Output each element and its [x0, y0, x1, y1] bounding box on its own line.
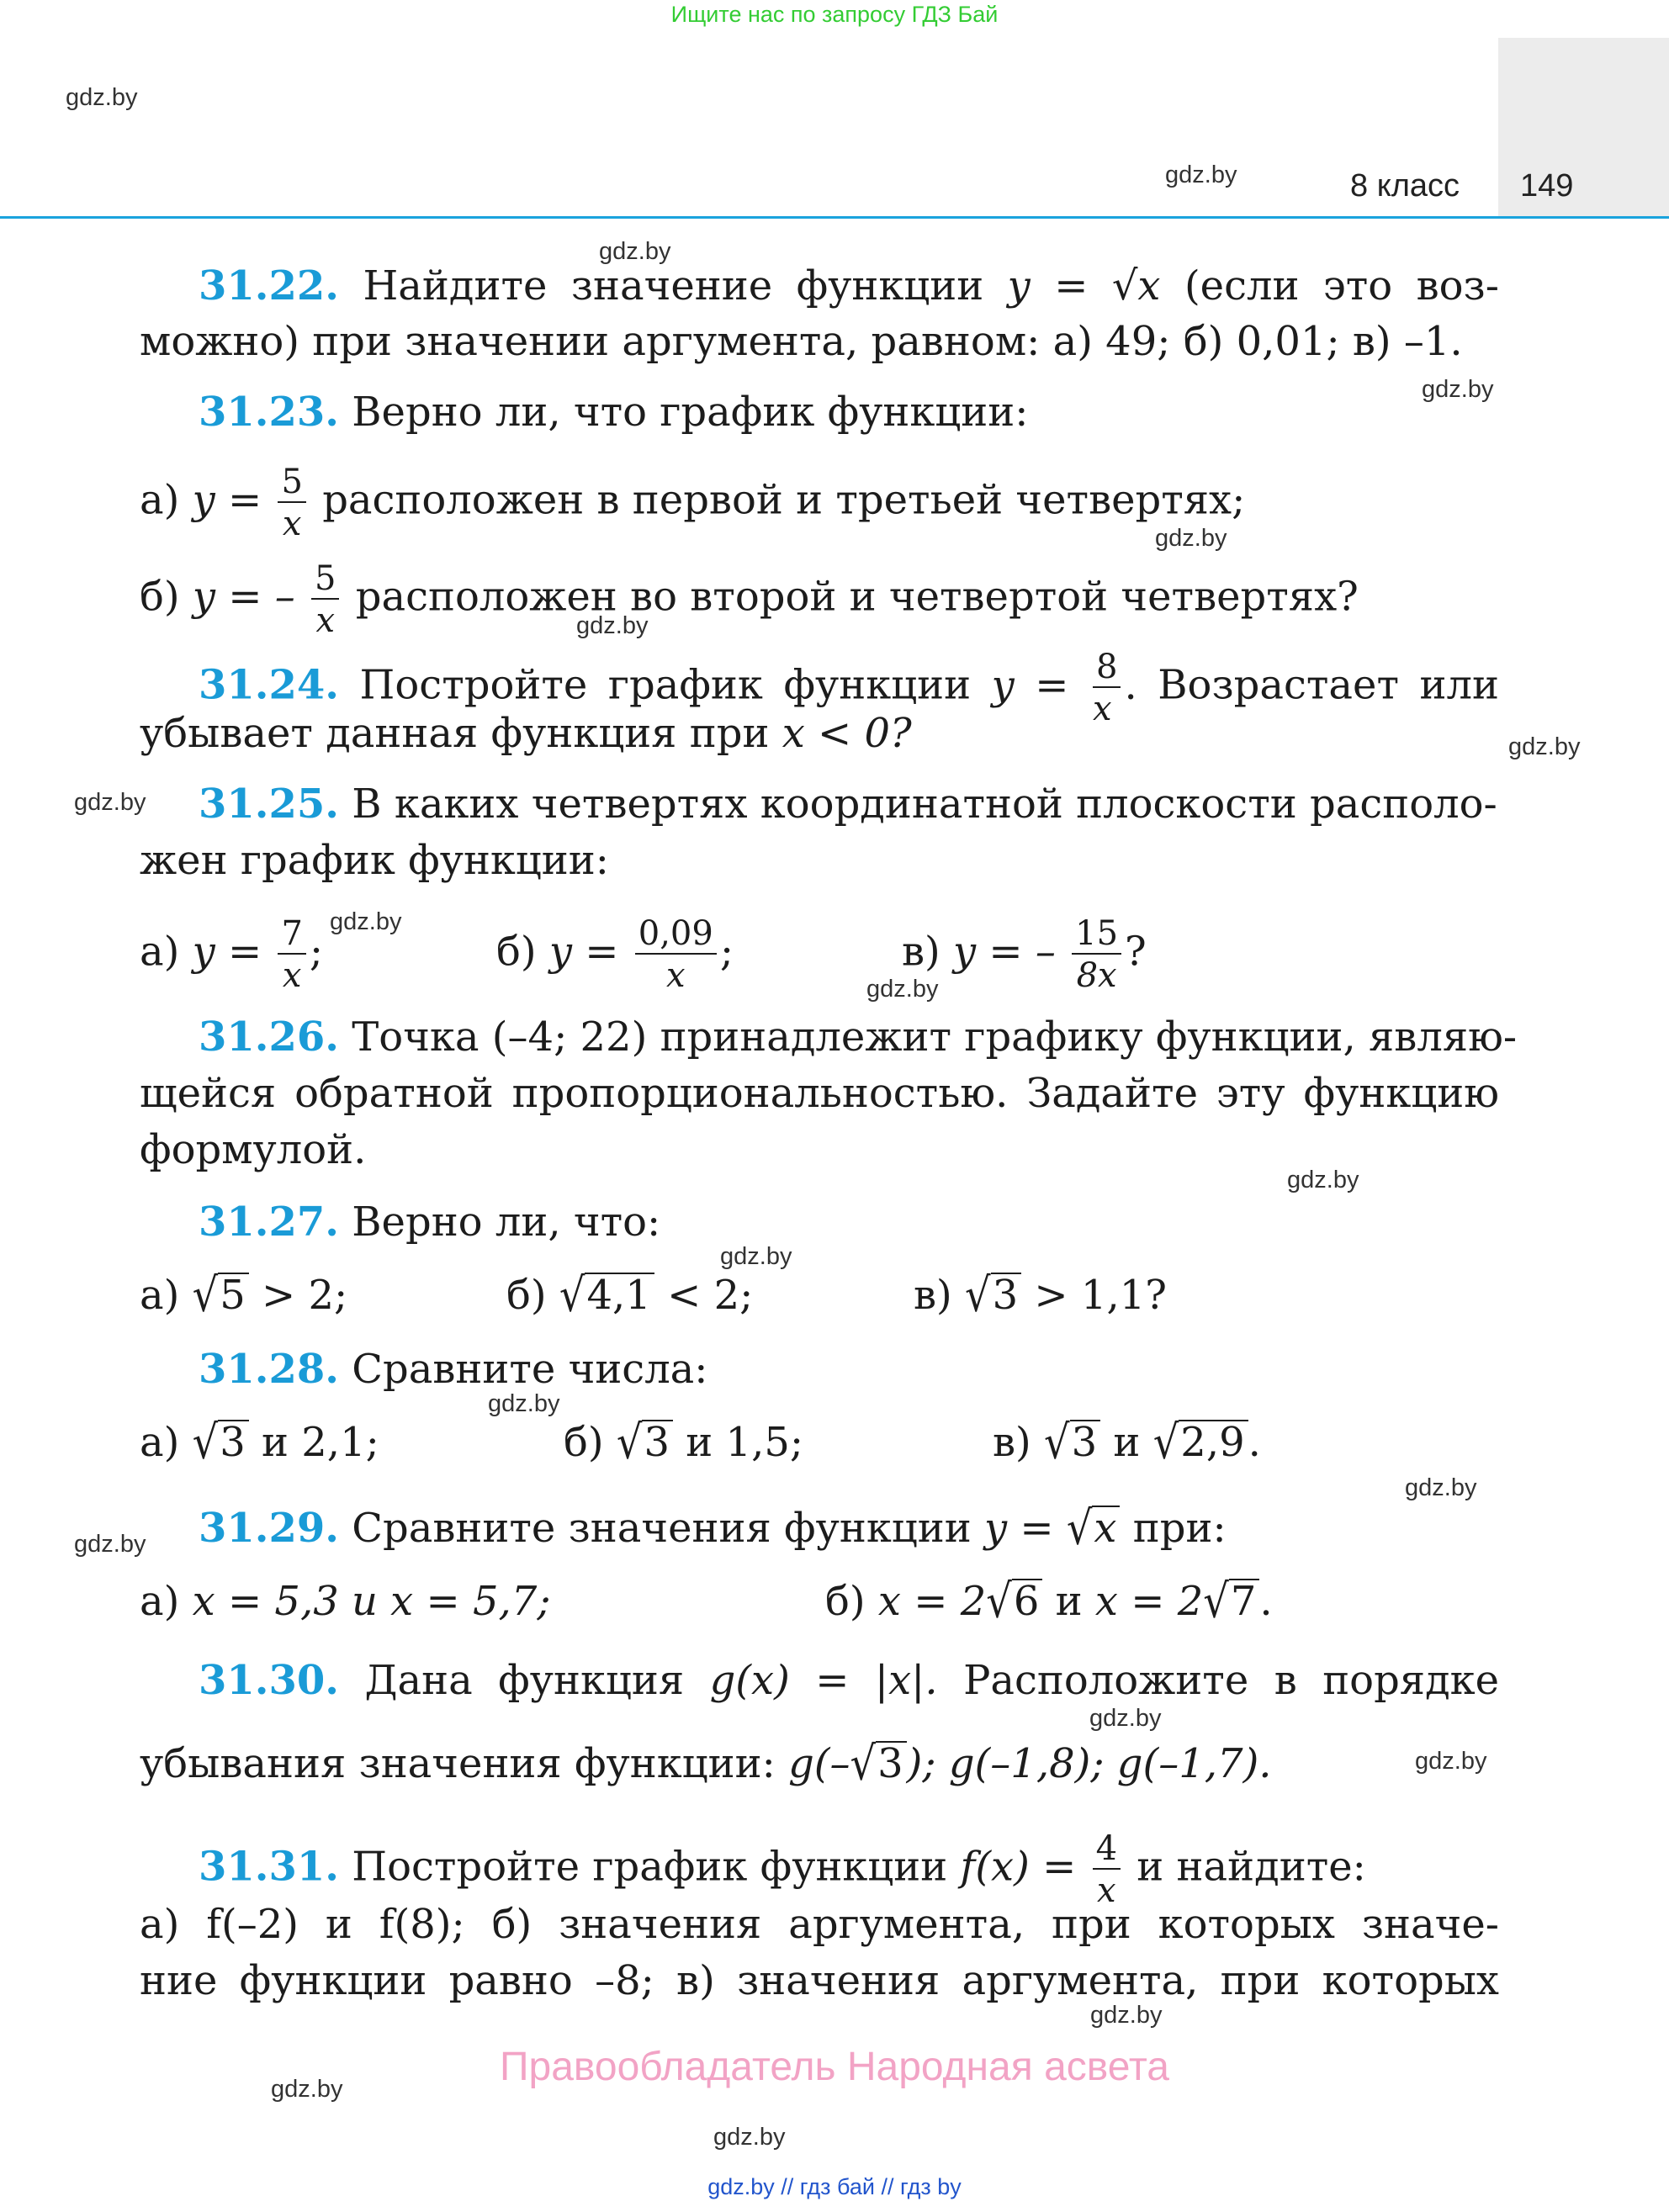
problem-31-23-b: б) y = – $\frac{5}{x}$ расположен во второй и четвертой четвертях? [140, 559, 1359, 640]
problem-number: 31.25. [199, 781, 340, 828]
watermark: gdz.by [74, 1531, 146, 1558]
option-b: б) √3 и 1,5; [564, 1415, 804, 1470]
option-c: в) y = – $\frac{15}{8x}$ ? [902, 914, 1147, 995]
problem-31-25-line-1: 31.25. В каких четвертях координатной плоскости располо- [199, 781, 1497, 828]
watermark: gdz.by [1405, 1474, 1477, 1501]
option-a: а) x = 5,3 и x = 5,7; [140, 1578, 551, 1625]
watermark: gdz.by [1089, 1705, 1162, 1732]
option-c: в) √3 > 1,1? [914, 1267, 1167, 1323]
formula: g(x) = |x|. [709, 1657, 938, 1704]
problem-31-23-a: а) y = $\frac{5}{x}$ расположен в первой и третьей четвертях; [140, 463, 1246, 543]
problem-31-26-line-1: 31.26. Точка (–4; 22) принадлежит графику функции, являю- [199, 1013, 1518, 1061]
problem-number: 31.26. [199, 1013, 340, 1061]
watermark: gdz.by [866, 976, 939, 1003]
option-c: в) √3 и √2,9. [993, 1415, 1261, 1470]
watermark: gdz.by [713, 2124, 786, 2151]
problem-number: 31.24. [199, 661, 340, 709]
watermark: gdz.by [1415, 1748, 1487, 1775]
fraction: $\frac{8}{x}$ [1093, 650, 1121, 726]
problem-31-31-line-1: 31.31. Постройте график функции f(x) = $\frac{4}{x}$ и найдите: [199, 1829, 1366, 1910]
fraction: $\frac{5}{x}$ [278, 465, 305, 541]
problem-31-27-header: 31.27. Верно ли, что: [199, 1199, 661, 1246]
problem-31-30-line-1: 31.30. Дана функция g(x) = |x|. Расположите в порядке [199, 1657, 1500, 1704]
fraction: $\frac{15}{8x}$ [1072, 917, 1121, 992]
problem-31-24-line-1: 31.24. Постройте график функции y = $\frac{8}{x}$ . Возрастает или [199, 648, 1500, 728]
watermark: gdz.by [74, 789, 146, 816]
fraction: $\frac{0,09}{x}$ [635, 917, 717, 992]
grade-label: 8 класс [1350, 168, 1460, 204]
problem-31-23-header: 31.23. Верно ли, что график функции: [199, 389, 1029, 436]
option-a: а) y = $\frac{7}{x}$ ; [140, 914, 324, 995]
problem-number: 31.29. [199, 1505, 340, 1552]
watermark: gdz.by [1090, 2002, 1163, 2029]
problem-number: 31.23. [199, 389, 340, 436]
watermark: gdz.by [1422, 376, 1494, 403]
problem-31-31-line-2: а) f(–2) и f(8); б) значения аргумента, при которых значе- [140, 1901, 1499, 1948]
page-number: 149 [1520, 168, 1574, 204]
fraction: $\frac{5}{x}$ [311, 562, 339, 638]
problem-31-31-line-3: ние функции равно –8; в) значения аргумента, при которых [140, 1957, 1499, 2004]
watermark: gdz.by [330, 908, 402, 935]
option-b: б) y = $\frac{0,09}{x}$ ; [496, 914, 734, 995]
formula: y = √x [1007, 262, 1161, 310]
watermark: gdz.by [599, 238, 671, 265]
problem-31-28-header: 31.28. Сравните числа: [199, 1346, 708, 1393]
problem-31-29-header: 31.29. Сравните значения функции y = √x при: [199, 1500, 1227, 1556]
footer-links[interactable]: gdz.by // гдз бай // гдз by [707, 2174, 962, 2199]
option-b: б) x = 2√6 и x = 2√7. [825, 1574, 1273, 1629]
option-a: а) √5 > 2; [140, 1267, 348, 1323]
problem-31-30-line-2: убывания значения функции: g(–√3); g(–1,8); g(–1,7). [140, 1736, 1272, 1791]
problem-number: 31.27. [199, 1199, 340, 1246]
rights-holder-note: Правообладатель Народная асвета [500, 2045, 1169, 2089]
problem-number: 31.22. [199, 262, 340, 310]
fraction: $\frac{7}{x}$ [278, 917, 305, 992]
problem-31-25-line-2: жен график функции: [140, 837, 609, 884]
option-b: б) √4,1 < 2; [506, 1267, 754, 1323]
header-rule [0, 216, 1669, 219]
watermark: gdz.by [66, 84, 138, 111]
problem-31-26-line-2: щейся обратной пропорциональностью. Задайте эту функцию [140, 1070, 1499, 1117]
problem-31-22-line-2: можно) при значении аргумента, равном: а) 49; б) 0,01; в) –1. [140, 318, 1463, 365]
watermark: gdz.by [576, 612, 649, 639]
problem-number: 31.31. [199, 1843, 340, 1891]
problem-31-22-line-1: 31.22. Найдите значение функции y = √x (если это воз- [199, 262, 1499, 310]
watermark: gdz.by [271, 2076, 343, 2103]
problem-number: 31.28. [199, 1346, 340, 1393]
watermark: gdz.by [1508, 733, 1581, 760]
problem-31-26-line-3: формулой. [140, 1126, 367, 1173]
watermark: gdz.by [1287, 1167, 1359, 1193]
top-search-note: Ищите нас по запросу ГДЗ Бай [670, 2, 999, 27]
fraction: $\frac{4}{x}$ [1093, 1832, 1121, 1908]
watermark: gdz.by [1165, 161, 1237, 188]
option-a: а) √3 и 2,1; [140, 1415, 379, 1470]
watermark: gdz.by [720, 1243, 792, 1270]
watermark: gdz.by [488, 1390, 560, 1417]
problem-number: 31.30. [199, 1657, 340, 1704]
watermark: gdz.by [1155, 525, 1227, 552]
problem-31-24-line-2: убывает данная функция при x < 0? [140, 710, 912, 757]
